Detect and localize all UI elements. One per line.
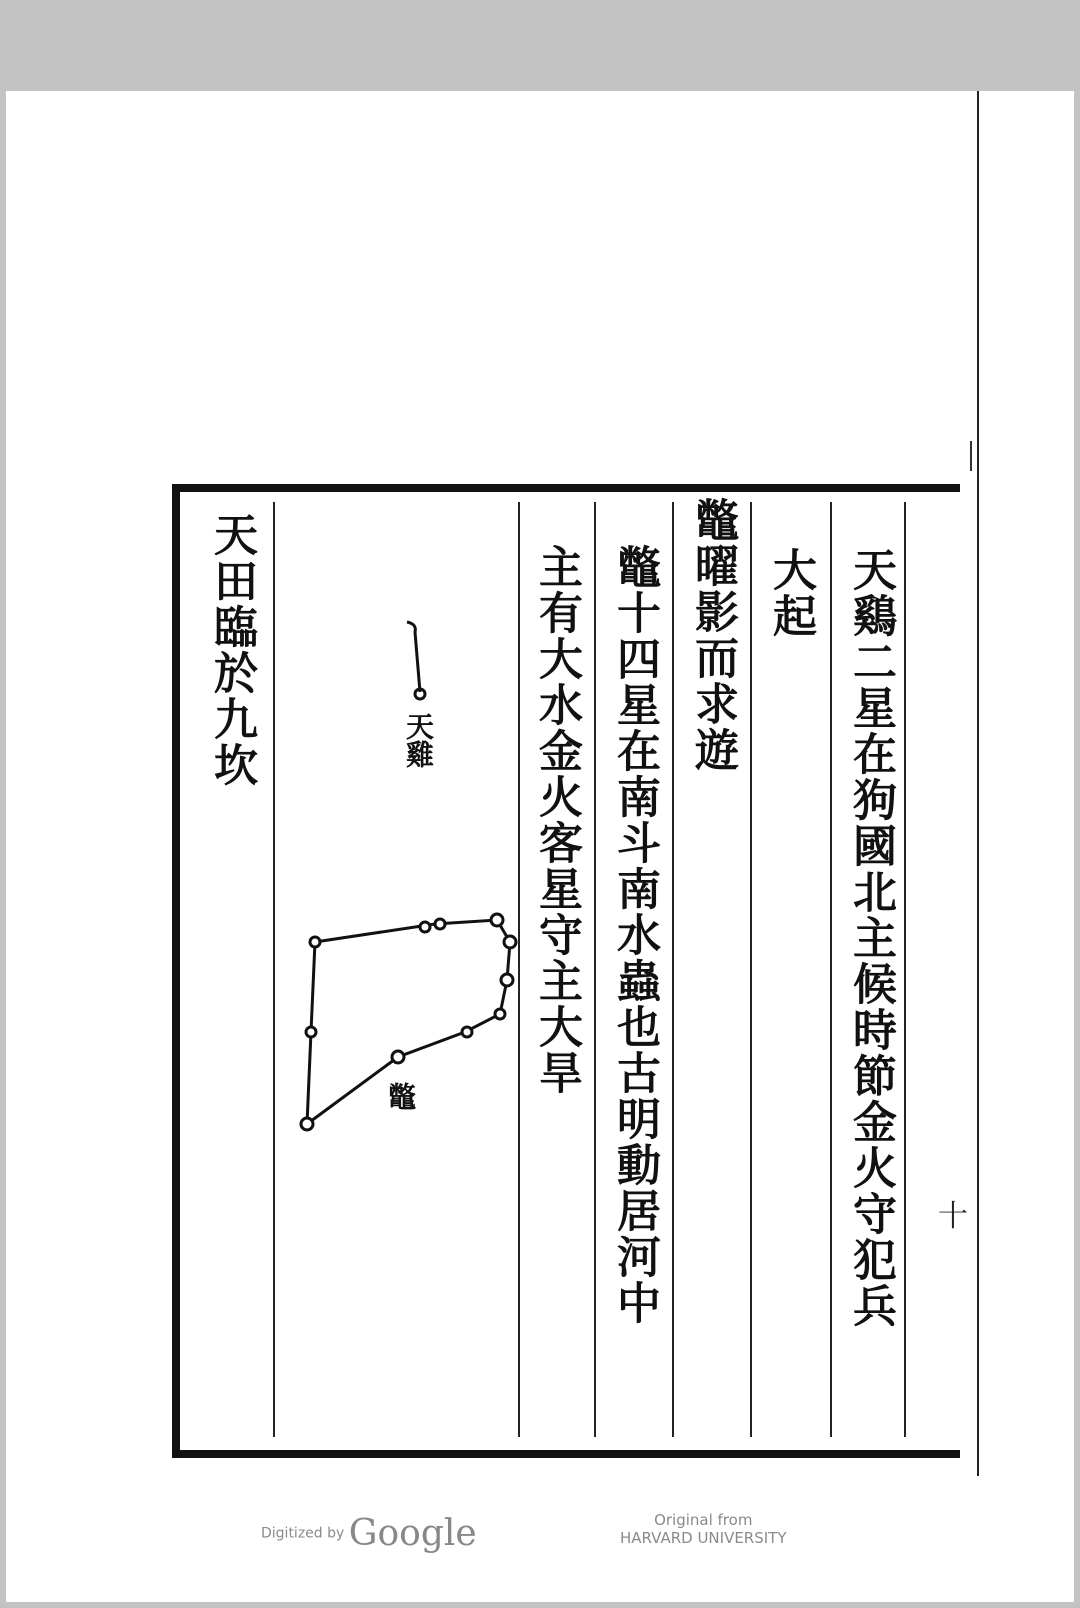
text-column-5: 主有大水金火客星守主大旱 [531,544,582,1096]
text-column-1: 天鷄二星在狗國北主候時節金火守犯兵 [845,547,896,1329]
edge-mark-text: 十 [938,1199,968,1234]
institution-name: HARVARD UNIVERSITY [620,1529,787,1547]
star-marker [306,1027,316,1037]
text-column-3: 鼈曜影而求遊 [687,497,738,773]
column-rule [273,502,275,1437]
label-tianji: 天雞 [402,712,435,768]
edge-mark [970,441,982,471]
label-bie: 鼈 [384,1082,417,1110]
column-rule [830,502,832,1437]
tianji-line [407,622,420,692]
star-marker [491,914,503,926]
column-rule [904,502,906,1437]
star-marker [435,919,445,929]
digitized-by-credit [261,1513,477,1554]
google-logo: Google [348,1513,477,1554]
star-marker [310,937,320,947]
scanned-page [6,91,1074,1602]
star-marker [501,974,513,986]
star-marker [420,922,430,932]
star-marker [495,1009,505,1019]
star-marker [504,936,516,948]
star-marker [301,1118,313,1130]
star-marker [392,1051,404,1063]
text-column-4: 鼈十四星在南斗南水蟲也古明動居河中 [609,544,660,1326]
star-marker [462,1027,472,1037]
constellation-figure [285,602,645,1162]
original-from-credit [620,1511,787,1547]
column-rule [750,502,752,1437]
text-block-frame [172,484,960,1458]
star-marker [415,689,425,699]
constellation-diagram [285,602,645,1162]
original-from-text: Original from [654,1511,753,1529]
binding-edge-line [977,91,979,1476]
digitized-by-text: Digitized by [261,1525,345,1542]
text-column-6: 天田臨於九坎 [206,512,257,788]
column-rule [672,502,674,1437]
text-column-2: 大起 [765,547,816,639]
